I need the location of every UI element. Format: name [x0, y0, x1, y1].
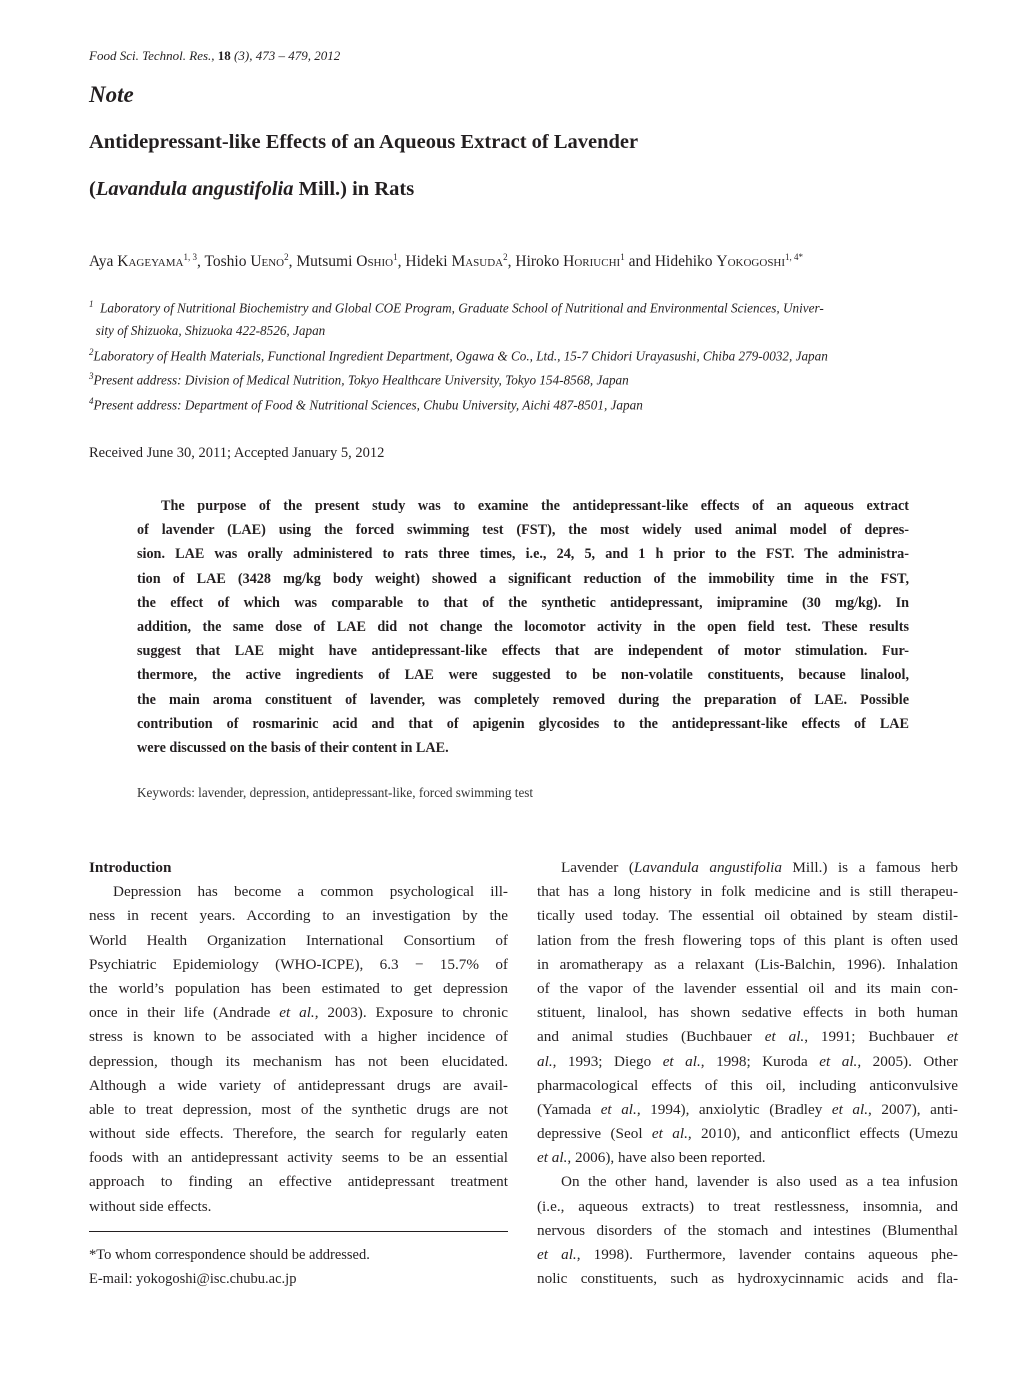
text-run: et al.: [537, 1149, 568, 1167]
text-run: depressive (Seol: [537, 1125, 652, 1143]
left-column: [89, 856, 508, 1219]
text-line: [137, 542, 909, 566]
text-run: , 1991; Buchbauer: [804, 1028, 948, 1046]
text-run: , 2006), have also been reported.: [567, 1149, 766, 1167]
text-run: Depression has become a common psychological ill-: [113, 883, 508, 901]
text-run: nolic constituents, such as hydroxycinnamic acids and fla-: [537, 1270, 958, 1288]
author-family-name: Masuda: [451, 253, 504, 271]
text-line: [89, 880, 508, 904]
journal-name: Food Sci. Technol. Res.: [89, 48, 212, 63]
text-run: of the vapor of the lavender essential oil and its main con-: [537, 979, 958, 997]
text-run: the effect of which was comparable to that of the synthetic antidepressant, imipramine (30 mg/kg). In: [137, 594, 909, 611]
text-run: the world’s population has been estimated to get depression: [89, 979, 508, 997]
text-line: [537, 1074, 958, 1098]
text-line: [137, 567, 909, 591]
text-run: et al.: [279, 1004, 315, 1022]
text-run: , 1994), anxiolytic (Bradley: [636, 1100, 832, 1118]
text-run: (Yamada: [537, 1100, 601, 1118]
text-run: contribution of rosmarinic acid and that of apigenin glycosides to the antidepressant-like effects of LAE: [137, 715, 909, 732]
text-line: [89, 977, 508, 1001]
text-line: [537, 1122, 958, 1146]
text-run: tion of LAE (3428 mg/kg body weight) showed a significant reduction of the immobility time in the FST,: [137, 570, 909, 587]
text-run: approach to finding an effective antidepressant treatment: [89, 1173, 508, 1191]
text-line: [137, 663, 909, 687]
title-line-2: [89, 178, 414, 201]
separator: ,: [196, 253, 205, 271]
text-line: [537, 904, 958, 928]
text-line: [537, 1170, 958, 1194]
keywords: Keywords: lavender, depression, antidepressant-like, forced swimming test: [137, 785, 534, 800]
text-run: Mill.) is a famous herb: [781, 859, 958, 876]
text-run: pharmacological effects of this oil, including anticonvulsive: [537, 1076, 958, 1094]
affiliation-number: 4: [89, 396, 94, 406]
correspondence-note: *To whom correspondence should be addressed.: [89, 1247, 370, 1263]
author-affiliation-marker: 1: [393, 252, 398, 262]
author-affiliation-marker: 2: [503, 252, 508, 262]
text-run: without side effects.: [89, 1197, 212, 1215]
text-line: [537, 1050, 958, 1074]
text-line: [89, 1050, 508, 1074]
issue-pages: (3), 473 – 479, 2012: [230, 48, 341, 63]
affiliation: [89, 299, 824, 316]
author-given-name: Hideki: [405, 253, 452, 271]
text-line: [537, 977, 958, 1001]
text-run: lation from the fresh flowering tops of this plant is often used: [537, 931, 958, 949]
text-run: , 2007), anti-: [868, 1100, 958, 1118]
text-line: [89, 1146, 508, 1170]
text-line: [89, 929, 508, 953]
text-run: depression, though its mechanism has not been elucidated.: [89, 1052, 508, 1070]
sep: ,: [211, 48, 218, 63]
text-line: [537, 1146, 958, 1170]
affiliation: [89, 323, 325, 339]
text-line: [89, 1025, 508, 1049]
text-line: [137, 518, 909, 542]
text-run: stress is known to be associated with a higher incidence of: [89, 1028, 508, 1046]
text-run: et al.: [537, 1246, 577, 1263]
text-run: On the other hand, lavender is also used as a tea infusion: [561, 1173, 958, 1191]
introduction-body: [89, 880, 508, 1219]
text-line: [537, 1243, 958, 1267]
title-line-1: Antidepressant-like Effects of an Aqueous Extract of Lavender: [89, 131, 639, 153]
text-line: [89, 953, 508, 977]
affiliation-text: sity of Shizuoka, Shizuoka 422-8526, Japan: [89, 323, 326, 338]
author-given-name: Hiroko: [515, 253, 564, 271]
abstract: [137, 494, 909, 760]
text-run: , 2003). Exposure to chronic: [314, 1004, 508, 1022]
text-run: et al.: [819, 1052, 858, 1070]
author-affiliation-marker: 2: [284, 252, 289, 262]
journal-citation: [89, 48, 340, 64]
footnote: [89, 1243, 370, 1292]
author-affiliation-marker: 1, 4*: [785, 252, 804, 262]
text-line: [137, 639, 909, 663]
text-line: [89, 1098, 508, 1122]
affiliation-number: 3: [89, 371, 94, 381]
paren: (: [89, 178, 96, 200]
author-family-name: Kageyama: [117, 253, 184, 271]
text-line: [137, 615, 909, 639]
author-list: [89, 252, 803, 271]
text-line: [89, 1074, 508, 1098]
text-run: et al.: [600, 1100, 637, 1118]
text-run: the main aroma constituent of lavender, was completely removed during the preparation of LAE. Possible: [137, 691, 909, 708]
text-run: of lavender (LAE) using the forced swimming test (FST), the most widely used animal model of depres-: [137, 522, 909, 539]
text-run: al.: [537, 1052, 553, 1070]
text-run: stituent, linalool, has shown sedative effects in both human: [537, 1004, 958, 1022]
author-family-name: Yokogoshi: [716, 253, 786, 271]
text-run: , 1998; Kuroda: [700, 1052, 820, 1070]
text-run: nervous disorders of the stomach and intestines (Blumenthal: [537, 1221, 958, 1239]
text-line: [537, 929, 958, 953]
text-run: et al.: [831, 1100, 869, 1118]
text-run: , 2010), and anticonflict effects (Umezu: [687, 1125, 958, 1143]
affiliation-number: 2: [89, 347, 94, 357]
author-given-name: Hidehiko: [654, 253, 717, 271]
species-name: Lavandula angustifolia: [95, 178, 294, 200]
text-run: et al.: [764, 1028, 805, 1046]
text-run: that has a long history in folk medicine and is still therapeu-: [537, 883, 958, 901]
article-type: Note: [89, 82, 134, 107]
text-line: [537, 1195, 958, 1219]
affiliation-text: Laboratory of Health Materials, Functional Ingredient Department, Ogawa & Co., Ltd., 15-7 Chidori Urayasushi, Chiba 279-0032, Japan: [93, 348, 828, 364]
text-line: [89, 1170, 508, 1194]
text-run: once in their life (Andrade: [89, 1004, 280, 1022]
text-run: thermore, the active ingredients of LAE were suggested to be non-volatile constituents, because linalool,: [137, 667, 909, 684]
text-run: The purpose of the present study was to examine the antidepressant-like effects of an aqueous extract: [161, 498, 909, 514]
text-run: without side effects. Therefore, the search for regularly eaten: [89, 1125, 508, 1143]
text-run: World Health Organization International Consortium of: [89, 931, 508, 949]
section-heading-introduction: Introduction: [89, 859, 172, 876]
separator: ,: [288, 253, 297, 271]
separator: and: [624, 253, 655, 271]
text-line: [137, 494, 909, 518]
separator: ,: [507, 253, 516, 271]
text-run: and animal studies (Buchbauer: [537, 1028, 765, 1046]
author-given-name: Aya: [89, 253, 118, 271]
text-run: , 1993; Diego: [552, 1052, 663, 1070]
author-affiliation-marker: 1, 3: [183, 252, 197, 262]
author-affiliation-marker: 1: [620, 252, 625, 262]
text-run: et al.: [662, 1052, 701, 1070]
author-family-name: Horiuchi: [563, 253, 621, 271]
text-line: [537, 1098, 958, 1122]
text-run: tically used today. The essential oil obtained by steam distil-: [537, 907, 958, 925]
text-run: in aromatherapy as a relaxant (Lis-Balchin, 1996). Inhalation: [537, 955, 958, 973]
text-line: [537, 1267, 958, 1291]
text-line: [537, 1219, 958, 1243]
separator: ,: [397, 253, 406, 271]
text-run: Although a wide variety of antidepressant drugs are avail-: [89, 1076, 508, 1094]
volume: 18: [217, 48, 231, 63]
text-line: [137, 712, 909, 736]
author-family-name: Ueno: [250, 253, 285, 271]
text-line: [89, 1001, 508, 1025]
text-line: [137, 736, 909, 760]
affiliation-text: Present address: Department of Food & Nutritional Sciences, Chubu University, Aichi 487-8501, Japan: [93, 397, 643, 413]
affiliation-text: Present address: Division of Medical Nutrition, Tokyo Healthcare University, Tokyo 154-8568, Japan: [93, 372, 629, 388]
text-line: [537, 1001, 958, 1025]
received-dates: Received June 30, 2011; Accepted January 5, 2012: [89, 445, 385, 461]
text-run: Psychiatric Epidemiology (WHO-ICPE), 6.3 − 15.7% of: [89, 955, 508, 973]
text-run: addition, the same dose of LAE did not change the locomotor activity in the open field test. These results: [137, 618, 909, 635]
author-given-name: Toshio: [204, 253, 251, 271]
text-run: , 2005). Other: [857, 1052, 958, 1070]
text-line: [89, 904, 508, 928]
text-line: [537, 1025, 958, 1049]
text-run: et al.: [651, 1125, 688, 1143]
text-line: [137, 591, 909, 615]
text-line: [89, 1195, 508, 1219]
text-run: sion. LAE was orally administered to rats three times, i.e., 24, 5, and 1 h prior to the FST. The administra-: [137, 546, 909, 563]
text-line: [137, 688, 909, 712]
text-line: [537, 856, 958, 880]
text-line: [89, 1122, 508, 1146]
email: E-mail: yokogoshi@isc.chubu.ac.jp: [89, 1271, 297, 1288]
affiliation: [89, 371, 629, 388]
affiliation-text: Laboratory of Nutritional Biochemistry and Global COE Program, Graduate School of Nutritional and Environmental Sciences, Univer-: [93, 300, 824, 316]
text-run: Lavandula angustifolia: [633, 859, 782, 876]
text-run: were discussed on the basis of their content in LAE.: [137, 739, 449, 756]
text-run: Lavender (: [561, 859, 634, 876]
text-run: able to treat depression, most of the synthetic drugs are not: [89, 1100, 508, 1118]
text-run: , 1998). Furthermore, lavender contains aqueous phe-: [576, 1246, 958, 1263]
author-family-name: Oshio: [356, 253, 394, 271]
text-line: [537, 953, 958, 977]
text-run: ness in recent years. According to an investigation by the: [89, 907, 508, 925]
footnote-rule: [89, 1231, 508, 1232]
title-rest: Mill.) in Rats: [293, 178, 415, 200]
affiliation-number: 1: [89, 299, 94, 309]
affiliation: [89, 396, 643, 413]
text-run: (i.e., aqueous extracts) to treat restlessness, insomnia, and: [537, 1197, 958, 1215]
right-column: [537, 856, 958, 1291]
text-run: suggest that LAE might have antidepressant-like effects that are independent of motor stimulation. Fur-: [137, 643, 909, 660]
text-line: [537, 880, 958, 904]
author-given-name: Mutsumi: [296, 253, 357, 271]
affiliation: [89, 347, 828, 364]
text-run: foods with an antidepressant activity seems to be an essential: [89, 1149, 508, 1167]
text-run: et: [947, 1028, 958, 1046]
